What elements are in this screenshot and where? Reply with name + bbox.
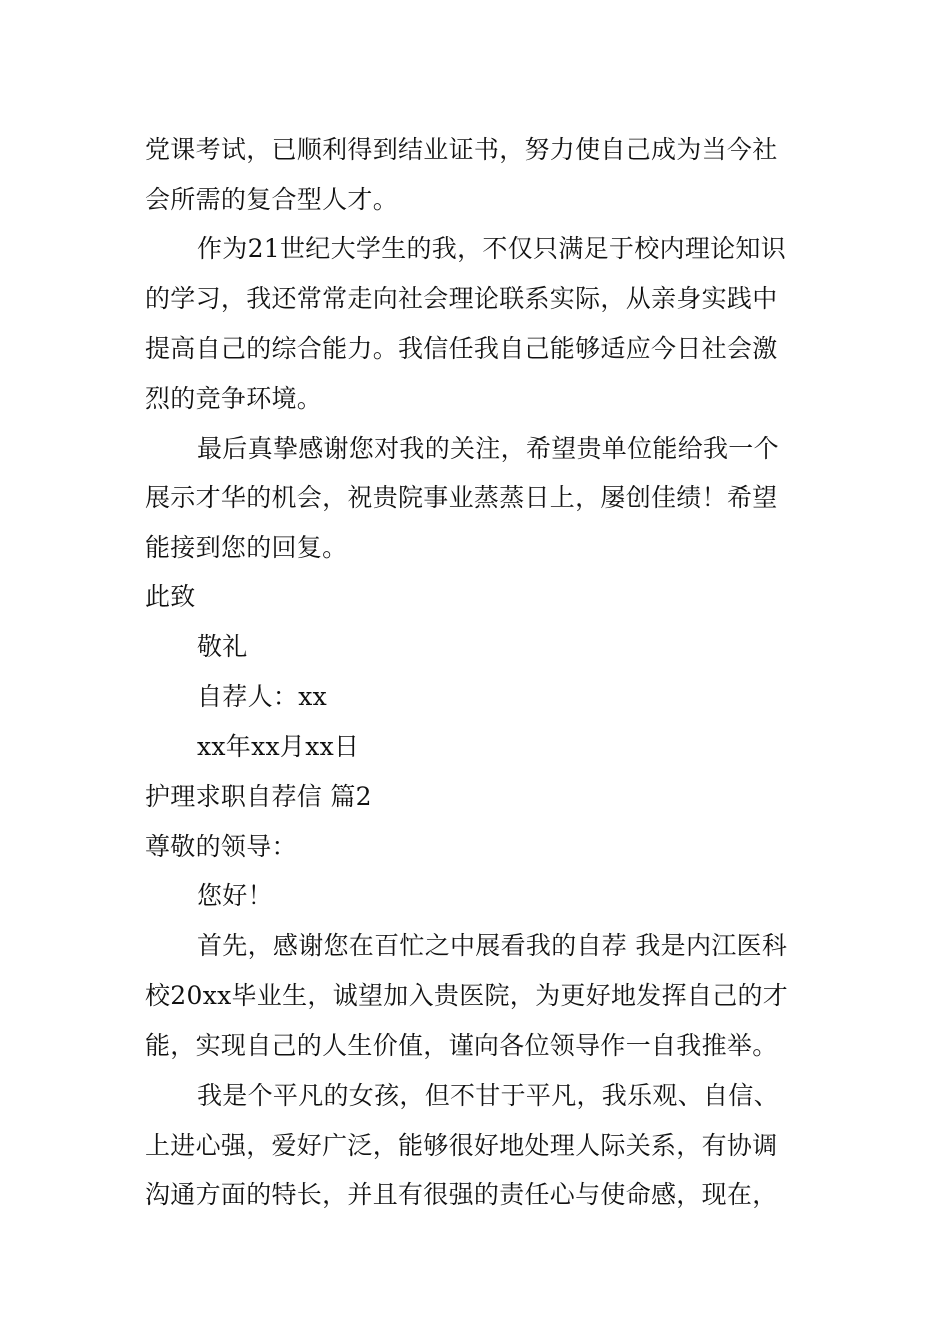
text-line: 提高自己的综合能力。我信任我自己能够适应今日社会激: [145, 334, 778, 363]
text-line: 的学习，我还常常走向社会理论联系实际，从亲身实践中: [145, 284, 778, 313]
text-line: 烈的竞争环境。: [145, 384, 323, 413]
salutation-closing: 此致: [145, 582, 196, 611]
text-line: 首先，感谢您在百忙之中展看我的自荐 我是内江医科: [197, 931, 788, 960]
text-line: 能，实现自己的人生价值，谨向各位领导作一自我推举。: [145, 1031, 778, 1060]
greeting-hello: 您好！: [197, 881, 273, 910]
text-line: 最后真挚感谢您对我的关注，希望贵单位能给我一个: [197, 434, 779, 463]
text-line: 我是个平凡的女孩，但不甘于平凡，我乐观、自信、: [197, 1081, 779, 1110]
greeting-line: 尊敬的领导：: [145, 832, 297, 861]
text-line: 校20xx毕业生，诚望加入贵医院，为更好地发挥自己的才: [145, 981, 789, 1010]
date-line: xx年xx月xx日: [197, 732, 360, 761]
text-line: 沟通方面的特长，并且有很强的责任心与使命感，现在，: [145, 1180, 778, 1209]
signature-line: 自荐人：xx: [197, 682, 327, 711]
text-line: 能接到您的回复。: [145, 533, 348, 562]
text-line: 党课考试，已顺利得到结业证书，努力使自己成为当今社: [145, 135, 778, 164]
text-line: 展示才华的机会，祝贵院事业蒸蒸日上，屡创佳绩！希望: [145, 483, 778, 512]
text-line: 会所需的复合型人才。: [145, 185, 399, 214]
text-line: 上进心强，爱好广泛，能够很好地处理人际关系，有协调: [145, 1131, 778, 1160]
text-line: 作为21世纪大学生的我，不仅只满足于校内理论知识: [197, 234, 787, 263]
salutation-regards: 敬礼: [197, 632, 248, 661]
section-heading: 护理求职自荐信 篇2: [145, 782, 372, 811]
